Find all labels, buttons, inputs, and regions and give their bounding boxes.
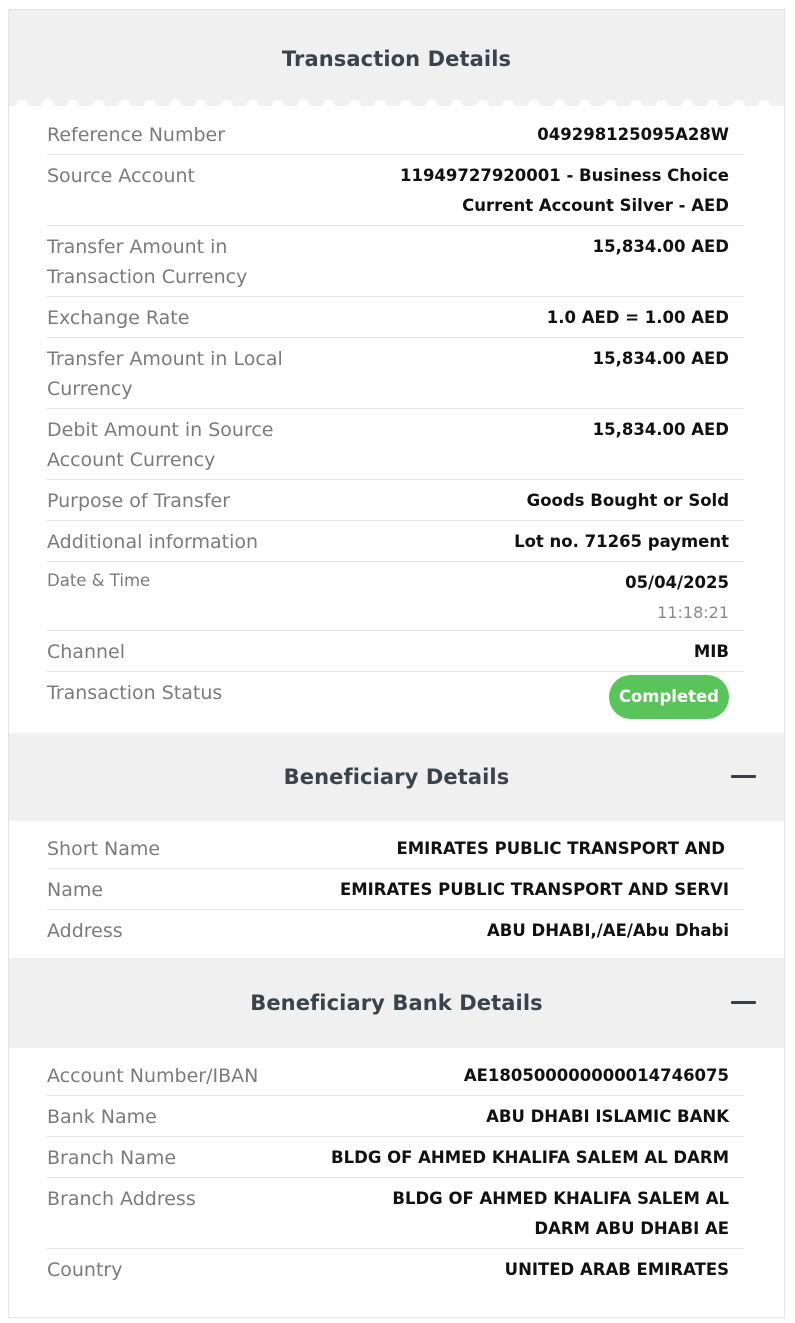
- minus-icon[interactable]: [731, 1001, 756, 1004]
- beneficiary-bank-details-header[interactable]: [9, 958, 784, 1048]
- beneficiary-details-header[interactable]: [9, 733, 784, 821]
- row-value: Goods Bought or Sold: [526, 491, 729, 510]
- row-value: [625, 568, 744, 628]
- row-channel: [47, 631, 744, 672]
- row-label: Date & Time: [47, 571, 151, 590]
- transaction-details-title: Transaction Details: [281, 47, 512, 71]
- row-label: Transfer Amount in Transaction Currency: [47, 236, 248, 288]
- scalloped-edge: [9, 100, 784, 112]
- row-value: Lot no. 71265 payment: [514, 532, 729, 551]
- row-value: UNITED ARAB EMIRATES: [504, 1260, 729, 1279]
- row-label: Branch Address: [47, 1188, 196, 1210]
- row-value: EMIRATES PUBLIC TRANSPORT AND SERVI: [339, 880, 729, 899]
- row-label: Short Name: [47, 838, 161, 860]
- row-exchange-rate: [47, 297, 744, 338]
- row-label: Transaction Status: [47, 682, 223, 704]
- row-value: 049298125095A28W: [537, 125, 729, 144]
- row-account-number-iban: [47, 1060, 744, 1096]
- row-value: 15,834.00 AED: [592, 349, 729, 368]
- minus-icon[interactable]: [731, 775, 756, 778]
- row-label: Account Number/IBAN: [47, 1065, 259, 1087]
- row-value: EMIRATES PUBLIC TRANSPORT AND: [396, 839, 725, 858]
- row-additional-information: [47, 521, 744, 562]
- beneficiary-bank-details-title: Beneficiary Bank Details: [250, 991, 543, 1015]
- row-value: BLDG OF AHMED KHALIFA SALEM AL DARM ABU DHABI AE: [392, 1189, 729, 1238]
- row-branch-address: [47, 1178, 744, 1249]
- row-country: [47, 1249, 744, 1289]
- row-value: ABU DHABI,/AE/Abu Dhabi: [487, 921, 729, 940]
- row-label: Channel: [47, 641, 126, 663]
- row-label: Country: [47, 1259, 123, 1281]
- row-value: ABU DHABI ISLAMIC BANK: [486, 1107, 729, 1126]
- row-reference-number: [47, 106, 744, 155]
- row-value: MIB: [693, 642, 729, 661]
- row-label: Name: [47, 879, 104, 901]
- row-value: [609, 678, 744, 719]
- row-label: Exchange Rate: [47, 307, 190, 329]
- date-value: 05/04/2025: [625, 573, 729, 592]
- row-label: Purpose of Transfer: [47, 490, 231, 512]
- row-label: Reference Number: [47, 124, 226, 146]
- row-bank-name: [47, 1096, 744, 1137]
- row-debit-amount-source-currency: [47, 409, 744, 480]
- row-date-time: [47, 562, 744, 631]
- row-source-account: [47, 155, 744, 226]
- row-purpose-of-transfer: [47, 480, 744, 521]
- row-label: Transfer Amount in Local Currency: [47, 348, 283, 400]
- row-address: [47, 910, 744, 950]
- row-label: Source Account: [47, 165, 196, 187]
- row-label: Debit Amount in Source Account Currency: [47, 419, 274, 471]
- row-value: 11949727920001 - Business Choice Current Account Silver - AED: [399, 166, 729, 215]
- row-label: Bank Name: [47, 1106, 157, 1128]
- row-value: 15,834.00 AED: [592, 420, 729, 439]
- row-label: Additional information: [47, 531, 259, 553]
- transaction-details-list: [9, 106, 784, 733]
- row-transaction-status: [47, 672, 744, 733]
- row-branch-name: [47, 1137, 744, 1178]
- row-label: Address: [47, 920, 123, 942]
- time-value: 11:18:21: [657, 603, 729, 622]
- row-label: Branch Name: [47, 1147, 177, 1169]
- status-badge: Completed: [609, 675, 729, 719]
- transaction-receipt-card: [8, 9, 785, 1318]
- transaction-details-header: [9, 10, 784, 106]
- row-value: 15,834.00 AED: [592, 237, 729, 256]
- row-value: AE180500000000014746075: [463, 1066, 729, 1085]
- beneficiary-details-list: [9, 821, 784, 958]
- beneficiary-bank-details-list: [9, 1048, 784, 1289]
- beneficiary-details-title: Beneficiary Details: [283, 765, 510, 789]
- row-value: 1.0 AED = 1.00 AED: [546, 308, 729, 327]
- row-transfer-amount-local-currency: [47, 338, 744, 409]
- row-transfer-amount-transaction-currency: [47, 226, 744, 297]
- row-name: [47, 869, 744, 910]
- row-short-name: [47, 833, 744, 869]
- row-value: BLDG OF AHMED KHALIFA SALEM AL DARM: [331, 1148, 729, 1167]
